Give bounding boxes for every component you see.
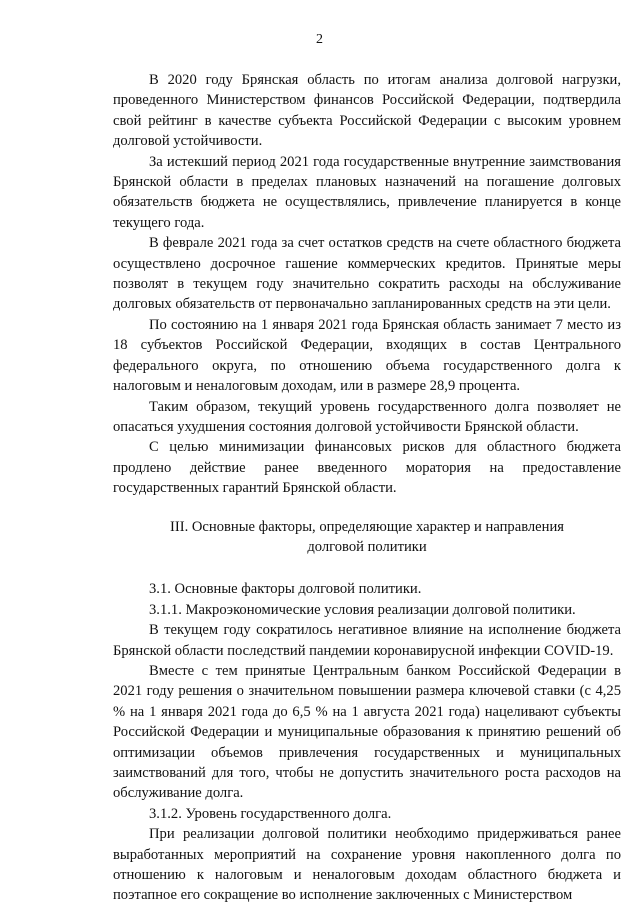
paragraph-moratorium: С целью минимизации финансовых рисков для областного бюджета продлено действие ранее введенного моратория на предоставление государственных гарантий Брянской области. xyxy=(113,439,621,497)
paragraph-key-rate: Вместе с тем принятые Центральным банком Российской Федерации в 2021 году решения о значительном повышении размера ключевой ставки (с 4,25 % на 1 января 2021 года до 6,5 % на 1 августа 2021 года) нацеливают субъекты Российской Федерации и муниципальные образования к принятию решений об оптимизации объемов привлечения государственных и муниципальных заимствований для того, чтобы не допустить значительного роста расходов на обслуживание долга. xyxy=(113,662,621,802)
paragraph-debt-level: Таким образом, текущий уровень государственного долга позволяет не опасаться ухудшения состояния долговой устойчивости Брянской области. xyxy=(113,398,621,435)
paragraph-covid: В текущем году сократилось негативное влияние на исполнение бюджета Брянской области последствий пандемии коронавирусной инфекции COVID-19. xyxy=(113,622,621,659)
paragraph-section-3-1-2: 3.1.2. Уровень государственного долга. xyxy=(149,805,392,822)
paragraph-section-3-1: 3.1. Основные факторы долговой политики. xyxy=(149,581,422,598)
paragraph-region-ranking: По состоянию на 1 января 2021 года Брянская область занимает 7 место из 18 субъектов Российской Федерации, входящих в состав Центрального федерального округа, по отношению объема государственного долга к налоговым и неналоговым доходам, или в размере 28,9 процента. xyxy=(113,316,621,395)
paragraph-section-3-1-1: 3.1.1. Макроэкономические условия реализации долговой политики. xyxy=(149,601,576,618)
paragraph-early-repayment: В феврале 2021 года за счет остатков средств на счете областного бюджета осуществлено досрочное гашение коммерческих кредитов. Принятые меры позволят в текущем году значительно сократить расходы на обслуживание долговых обязательств от первоначально запланированных средств на эти цели. xyxy=(113,235,621,313)
paragraph-debt-policy: При реализации долговой политики необходимо придерживаться ранее выработанных мероприятий на сохранение уровня накопленного долга по отношению к налоговым и неналоговым доходам областного бюджета и поэтапное его сокращение во исполнение заключенных с Министерством xyxy=(113,826,621,904)
page-number: 2 xyxy=(316,32,323,47)
section-heading-line-2: долговой политики xyxy=(307,538,427,555)
paragraph-debt-rating: В 2020 году Брянская область по итогам анализа долговой нагрузки, проведенного Министерством финансов Российской Федерации, подтвердила свой рейтинг в качестве субъекта Российской Федерации с высоким уровнем долговой устойчивости. xyxy=(113,72,621,150)
section-heading-line-1: III. Основные факторы, определяющие характер и направления xyxy=(170,518,564,535)
section-heading xyxy=(113,517,621,558)
paragraph-borrowings: За истекший период 2021 года государственные внутренние заимствования Брянской области в пределах плановых назначений на погашение долговых обязательств бюджета не осуществлялись, привлечение планируется в конце текущего года. xyxy=(113,153,621,231)
document-body xyxy=(113,70,621,906)
